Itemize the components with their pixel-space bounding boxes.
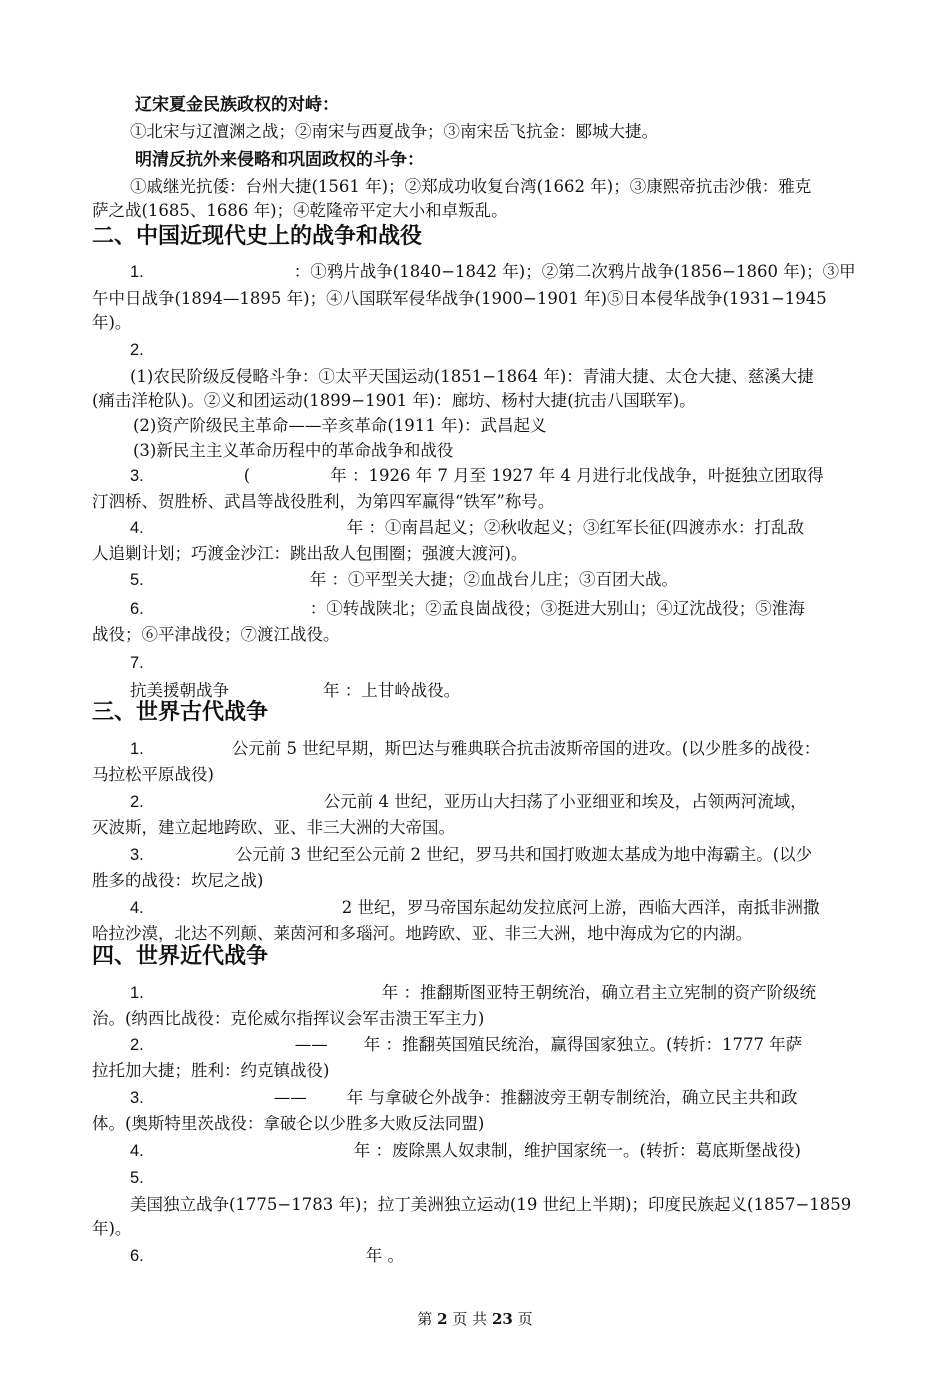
mingqing-line1: ①戚继光抗倭：台州大捷(1561 年)；②郑成功收复台湾(1662 年)；③康熙帝抗击沙俄：雅克 bbox=[130, 177, 812, 196]
s4-item1-line1 bbox=[130, 983, 816, 1003]
s4-item3-line1 bbox=[130, 1088, 798, 1108]
s2-item7-num: 7. bbox=[130, 654, 144, 672]
s4-item3-text: 年 与拿破仑外战争：推翻波旁王朝专制统治，确立民主共和政 bbox=[346, 1088, 798, 1107]
s2-item1-num: 1. bbox=[130, 263, 144, 281]
section-3-heading: 三、世界古代战争 bbox=[92, 700, 269, 725]
s4-item2-dash: —— bbox=[294, 1035, 328, 1054]
s4-item1-line2: 治。(纳西比战役：克伦威尔指挥议会军击溃王军主力) bbox=[92, 1009, 485, 1028]
mingqing-title: 明清反抗外来侵略和巩固政权的斗争： bbox=[135, 150, 424, 170]
s3-item1-line1 bbox=[130, 739, 820, 759]
s4-item2-line1 bbox=[130, 1035, 802, 1055]
s2-item1-text: ：①鸦片战争(1840−1842 年)；②第二次鸦片战争(1856−1860 年)；③甲 bbox=[293, 262, 856, 281]
s2-item1-line2: 午中日战争(1894—1895 年)；④八国联军侵华战争(1900−1901 年)⑤日本侵华战争(1931−1945 bbox=[92, 289, 827, 308]
s2-item2-p3: (3)新民主主义革命历程中的革命战争和战役 bbox=[133, 441, 454, 460]
footer-mid: 页 共 bbox=[452, 1310, 488, 1328]
s4-item6 bbox=[130, 1246, 404, 1266]
s2-item5-text: 年 ：①平型关大捷；②血战台儿庄；③百团大战。 bbox=[309, 570, 679, 589]
s3-item3-line1 bbox=[130, 845, 812, 865]
s4-item6-text: 年 。 bbox=[365, 1246, 405, 1265]
section-4-heading: 四、世界近代战争 bbox=[92, 944, 269, 969]
s4-item2-line2: 拉托加大捷；胜利：约克镇战役) bbox=[92, 1061, 330, 1080]
s3-item1-line2: 马拉松平原战役) bbox=[92, 765, 214, 784]
s2-item1-line3: 年)。 bbox=[92, 313, 132, 332]
s2-item2-p2: (2)资产阶级民主革命——辛亥革命(1911 年)：武昌起义 bbox=[133, 416, 547, 435]
s4-item5-line2: 年)。 bbox=[92, 1219, 132, 1238]
s2-item7-text: 年 ：上甘岭战役。 bbox=[323, 681, 461, 700]
s2-item2-num: 2. bbox=[130, 341, 144, 359]
s4-item3-line2: 体。(奥斯特里茨战役：拿破仑以少胜多大败反法同盟) bbox=[92, 1114, 485, 1133]
s4-item1-text: 年 ：推翻斯图亚特王朝统治，确立君主立宪制的资产阶级统 bbox=[381, 983, 817, 1002]
s3-item4-line2: 哈拉沙漠，北达不列颠、莱茵河和多瑙河。地跨欧、亚、非三大洲，地中海成为它的内湖。 bbox=[92, 924, 752, 943]
s4-item3-num: 3. bbox=[130, 1089, 144, 1107]
s4-item4-text: 年 ：废除黑人奴隶制，维护国家统一。(转折：葛底斯堡战役) bbox=[353, 1141, 801, 1160]
s2-item3-line2: 汀泗桥、贺胜桥、武昌等战役胜利，为第四军赢得“铁军”称号。 bbox=[92, 492, 555, 511]
s4-item5-line1: 美国独立战争(1775−1783 年)；拉丁美洲独立运动(19 世纪上半期)；印度民族起义(1857−1859 bbox=[130, 1195, 852, 1214]
s2-item7-line bbox=[130, 681, 460, 701]
s3-item2-line2: 灭波斯，建立起地跨欧、亚、非三大洲的大帝国。 bbox=[92, 818, 455, 837]
s2-item3-line1 bbox=[130, 466, 824, 486]
s2-item4-line2: 人追剿计划；巧渡金沙江：跳出敌人包围圈；强渡大渡河)。 bbox=[92, 544, 528, 563]
footer-post: 页 bbox=[517, 1310, 533, 1328]
footer-pre: 第 bbox=[417, 1310, 433, 1328]
s4-item1-num: 1. bbox=[130, 984, 144, 1002]
s3-item3-num: 3. bbox=[130, 846, 144, 864]
s3-item2-text: 公元前 4 世纪，亚历山大扫荡了小亚细亚和埃及，占领两河流域， bbox=[323, 792, 807, 811]
s3-item4-num: 4. bbox=[130, 899, 144, 917]
s4-item2-text: 年 ：推翻英国殖民统治，赢得国家独立。(转折：1777 年萨 bbox=[363, 1035, 803, 1054]
s3-item3-text: 公元前 3 世纪至公元前 2 世纪，罗马共和国打败迦太基成为地中海霸主。(以少 bbox=[235, 845, 813, 864]
s3-item3-line2: 胜多的战役：坎尼之战) bbox=[92, 871, 264, 890]
s3-item4-text: 2 世纪，罗马帝国东起幼发拉底河上游，西临大西洋，南抵非洲撒 bbox=[341, 898, 820, 917]
s2-item3-text: 年 ：1926 年 7 月至 1927 年 4 月进行北伐战争，叶挺独立团取得 bbox=[330, 466, 824, 485]
s2-item1-line1 bbox=[130, 262, 856, 282]
s2-item5-num: 5. bbox=[130, 571, 144, 589]
section-2-heading: 二、中国近现代史上的战争和战役 bbox=[92, 224, 423, 249]
liaosong-title: 辽宋夏金民族政权的对峙： bbox=[135, 95, 339, 115]
s2-item6-line2: 战役；⑥平津战役；⑦渡江战役。 bbox=[92, 625, 340, 644]
s2-item3-paren: ( bbox=[243, 466, 251, 485]
s3-item2-num: 2. bbox=[130, 793, 144, 811]
s3-item1-text: 公元前 5 世纪早期，斯巴达与雅典联合抗击波斯帝国的进攻。(以少胜多的战役： bbox=[231, 739, 821, 758]
s2-item5 bbox=[130, 570, 678, 590]
s4-item5-num: 5. bbox=[130, 1169, 144, 1187]
s2-item7-name: 抗美援朝战争 bbox=[130, 681, 229, 700]
liaosong-line: ①北宋与辽澶渊之战；②南宋与西夏战争；③南宋岳飞抗金：郾城大捷。 bbox=[130, 122, 658, 141]
s4-item4-num: 4. bbox=[130, 1142, 144, 1160]
s2-item4-num: 4. bbox=[130, 519, 144, 537]
mingqing-line2: 萨之战(1685、1686 年)；④乾隆帝平定大小和卓叛乱。 bbox=[92, 201, 508, 220]
s2-item4-text: 年 ：①南昌起义；②秋收起义；③红军长征(四渡赤水：打乱敌 bbox=[346, 518, 804, 537]
s3-item2-line1 bbox=[130, 792, 807, 812]
s2-item6-num: 6. bbox=[130, 600, 144, 618]
s2-item4-line1 bbox=[130, 518, 804, 538]
s3-item1-num: 1. bbox=[130, 740, 144, 758]
page-footer bbox=[0, 1308, 950, 1329]
footer-page-number: 2 bbox=[437, 1310, 448, 1328]
s4-item2-num: 2. bbox=[130, 1036, 144, 1054]
s2-item3-num: 3. bbox=[130, 467, 144, 485]
s4-item4 bbox=[130, 1141, 801, 1161]
s2-item2-p1a: (1)农民阶级反侵略斗争：①太平天国运动(1851−1864 年)：青浦大捷、太仓大捷、慈溪大捷 bbox=[130, 367, 814, 386]
s4-item6-num: 6. bbox=[130, 1247, 144, 1265]
footer-total-pages: 23 bbox=[491, 1310, 513, 1328]
s4-item3-dash: —— bbox=[273, 1088, 307, 1107]
s2-item6-line1 bbox=[130, 599, 805, 619]
s3-item4-line1 bbox=[130, 898, 820, 918]
s2-item2-p1b: (痛击洋枪队)。②义和团运动(1899−1901 年)：廊坊、杨村大捷(抗击八国联军)。 bbox=[92, 391, 696, 410]
s2-item6-text: ：①转战陕北；②孟良崮战役；③挺进大别山；④辽沈战役；⑤淮海 bbox=[309, 599, 805, 618]
